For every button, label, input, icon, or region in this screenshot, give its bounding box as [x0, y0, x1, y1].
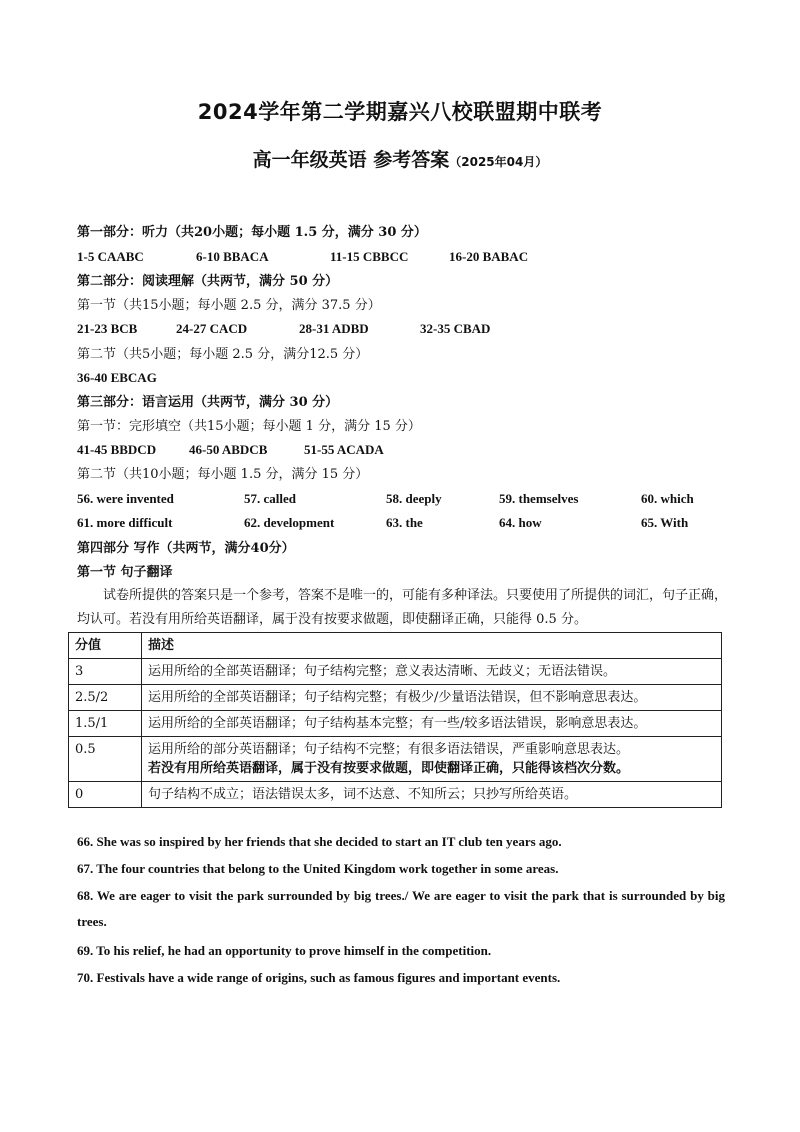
- fill-answer: 64. how: [499, 515, 542, 530]
- part2-section2: 第二节（共5小题；每小题 2.5 分，满分12.5 分）: [77, 347, 369, 362]
- answer-group: 41-45 BBDCD: [77, 442, 157, 457]
- fill-answer: 59. themselves: [499, 491, 579, 506]
- answer-group: 6-10 BBACA: [196, 249, 269, 264]
- desc-cell: 运用所给的全部英语翻译；句子结构完整；有极少/少量语法错误，但不影响意思表达。: [142, 685, 722, 711]
- table-row: [69, 659, 722, 685]
- score-cell: 1.5/1: [69, 711, 142, 737]
- table-row: [69, 685, 722, 711]
- translation-answer: 69. To his relief, he had an opportunity to prove himself in the competition.: [77, 943, 492, 958]
- translation-answer: 66. She was so inspired by her friends that she decided to start an IT club ten years ago.: [77, 834, 562, 849]
- part3-section1: 第一节：完形填空（共15小题；每小题 1 分，满分 15 分）: [77, 419, 421, 434]
- part2-heading: 第二部分：阅读理解（共两节，满分 50 分）: [77, 274, 339, 289]
- answer-group: 11-15 CBBCC: [330, 249, 409, 264]
- answer-group: 24-27 CACD: [176, 321, 248, 336]
- score-cell: 0.5: [69, 737, 142, 782]
- desc-text: 运用所给的部分英语翻译；句子结构不完整；有很多语法错误，严重影响意思表达。: [148, 742, 630, 757]
- table-row: [69, 737, 722, 782]
- table-row: [69, 711, 722, 737]
- answer-group: 1-5 CAABC: [77, 249, 144, 264]
- desc-cell: 运用所给的全部英语翻译；句子结构基本完整；有一些/较多语法错误，影响意思表达。: [142, 711, 722, 737]
- part4-heading: 第四部分 写作（共两节，满分40分）: [77, 541, 295, 556]
- fill-answer: 63. the: [386, 515, 423, 530]
- desc-cell: [142, 737, 722, 782]
- score-cell: 0: [69, 782, 142, 808]
- desc-cell: 句子结构不成立；语法错误太多，词不达意、不知所云；只抄写所给英语。: [142, 782, 722, 808]
- part1-heading: 第一部分：听力（共20小题；每小题 1.5 分，满分 30 分）: [77, 225, 427, 240]
- answer-group: 46-50 ABDCB: [189, 442, 268, 457]
- page-title: 2024学年第二学期嘉兴八校联盟期中联考: [197, 100, 603, 124]
- fill-answer: 60. which: [641, 491, 694, 506]
- score-cell: 2.5/2: [69, 685, 142, 711]
- fill-answer: 58. deeply: [386, 491, 442, 506]
- fill-answer: 62. development: [244, 515, 335, 530]
- answer-group: 51-55 ACADA: [304, 442, 384, 457]
- part3-section2: 第二节（共10小题；每小题 1.5 分，满分 15 分）: [77, 467, 369, 482]
- table-header: 分值: [69, 633, 142, 659]
- scoring-rubric-table: [68, 632, 722, 808]
- desc-cell: 运用所给的全部英语翻译；句子结构完整；意义表达清晰、无歧义；无语法错误。: [142, 659, 722, 685]
- fill-answer: 56. were invented: [77, 491, 174, 506]
- answer-group: 16-20 BABAC: [449, 249, 529, 264]
- part4-section1: 第一节 句子翻译: [77, 565, 173, 580]
- table-row: [69, 782, 722, 808]
- page-subtitle: [0, 145, 800, 172]
- grading-note: 试卷所提供的答案只是一个参考，答案不是唯一的，可能有多种译法。只要使用了所提供的词汇，句子正确，均认可。若没有用所给英语翻译，属于没有按要求做题，即使翻译正确，只能得 0.5 分。: [77, 588, 728, 627]
- score-cell: 3: [69, 659, 142, 685]
- part2-section1: 第一节（共15小题；每小题 2.5 分，满分 37.5 分）: [77, 298, 381, 313]
- translation-answer: 68. We are eager to visit the park surrounded by big trees./ We are eager to visit the park that is surrounded by big trees.: [77, 888, 725, 929]
- subtitle-text: 高一年级英语 参考答案: [252, 149, 450, 171]
- fill-answer: 61. more difficult: [77, 515, 173, 530]
- answer-group: 32-35 CBAD: [420, 321, 491, 336]
- part3-heading: 第三部分：语言运用（共两节，满分 30 分）: [77, 395, 339, 410]
- desc-extra: 若没有用所给英语翻译，属于没有按要求做题，即使翻译正确，只能得该档次分数。: [148, 761, 630, 776]
- answer-group: 36-40 EBCAG: [77, 370, 157, 385]
- answer-group: 28-31 ADBD: [299, 321, 369, 336]
- fill-answer: 57. called: [244, 491, 296, 506]
- exam-date: （2025年04月）: [449, 155, 548, 169]
- table-header-row: [69, 633, 722, 659]
- table-header: 描述: [142, 633, 722, 659]
- fill-answer: 65. With: [641, 515, 689, 530]
- answer-group: 21-23 BCB: [77, 321, 138, 336]
- translation-answer: 67. The four countries that belong to the United Kingdom work together in some areas.: [77, 861, 559, 876]
- translation-answer: 70. Festivals have a wide range of origins, such as famous figures and important events.: [77, 970, 561, 985]
